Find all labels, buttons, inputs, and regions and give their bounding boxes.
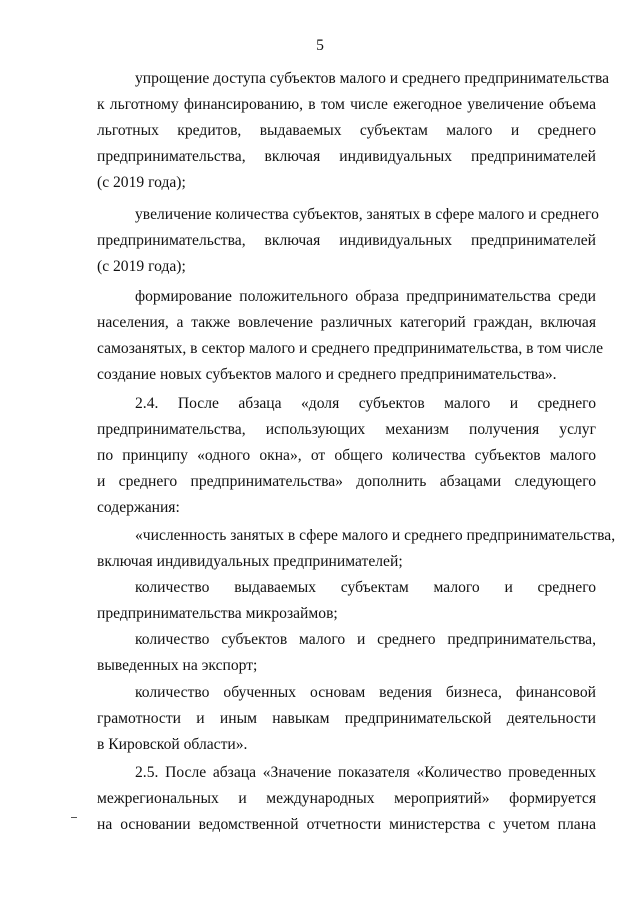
- text-line: количество субъектов малого и среднего предпринимательства,: [135, 631, 596, 648]
- text-line: увеличение количества субъектов, занятых в сфере малого и среднего: [135, 206, 599, 223]
- text-line: и среднего предпринимательства» дополнить абзацами следующего: [97, 473, 596, 490]
- text-line: «численность занятых в сфере малого и среднего предпринимательства,: [135, 527, 616, 544]
- text-line: предпринимательства, включая индивидуальных предпринимателей: [97, 148, 596, 165]
- page-number: 5: [316, 37, 324, 54]
- text-line: предпринимательства, включая индивидуальных предпринимателей: [97, 232, 596, 249]
- text-line: упрощение доступа субъектов малого и среднего предпринимательства: [135, 70, 610, 87]
- text-line: на основании ведомственной отчетности министерства с учетом плана: [97, 816, 596, 833]
- text-line: предпринимательства микрозаймов;: [97, 605, 338, 622]
- text-line: 2.5. После абзаца «Значение показателя «Количество проведенных: [135, 764, 596, 781]
- text-line: выведенных на экспорт;: [97, 657, 258, 674]
- text-line: межрегиональных и международных мероприятий» формируется: [97, 790, 596, 807]
- text-line: включая индивидуальных предпринимателей;: [97, 553, 403, 570]
- text-line: количество обученных основам ведения бизнеса, финансовой: [135, 684, 596, 701]
- text-line: формирование положительного образа предпринимательства среди: [135, 288, 596, 305]
- text-line: содержания:: [97, 499, 180, 516]
- text-line: населения, а также вовлечение различных категорий граждан, включая: [97, 314, 596, 331]
- text-line: количество выдаваемых субъектам малого и среднего: [135, 579, 596, 596]
- text-line: льготных кредитов, выдаваемых субъектам малого и среднего: [97, 122, 596, 139]
- text-line: по принципу «одного окна», от общего количества субъектов малого: [97, 447, 596, 464]
- text-line: 2.4. После абзаца «доля субъектов малого и среднего: [135, 395, 596, 412]
- text-line: грамотности и иным навыкам предпринимательской деятельности: [97, 710, 596, 727]
- text-line: предпринимательства, использующих механизм получения услуг: [97, 421, 596, 438]
- text-line: (с 2019 года);: [97, 174, 186, 191]
- margin-mark: [71, 817, 77, 818]
- text-line: создание новых субъектов малого и среднего предпринимательства».: [97, 366, 557, 383]
- text-line: (с 2019 года);: [97, 258, 186, 275]
- text-line: к льготному финансированию, в том числе ежегодное увеличение объема: [97, 96, 596, 113]
- text-line: в Кировской области».: [97, 736, 248, 753]
- text-line: самозанятых, в сектор малого и среднего предпринимательства, в том числе: [97, 340, 604, 357]
